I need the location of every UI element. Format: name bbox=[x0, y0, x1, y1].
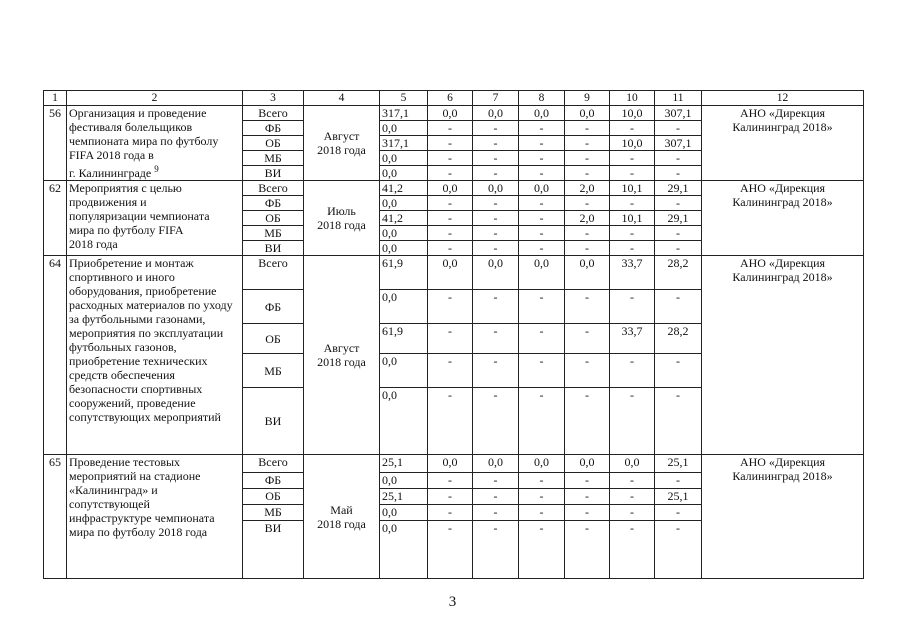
funding-source: Всего bbox=[243, 106, 304, 121]
description-line: Приобретение и монтаж bbox=[69, 256, 194, 270]
description-line: спортивного и иного bbox=[69, 270, 175, 284]
amount-cell: - bbox=[473, 241, 519, 256]
funding-source: ВИ bbox=[243, 388, 304, 455]
table-row bbox=[44, 106, 864, 121]
responsible-organization bbox=[702, 181, 864, 256]
amount-cell: 2,0 bbox=[565, 181, 610, 196]
funding-source: ФБ bbox=[243, 473, 304, 489]
description-line: «Калининград» и bbox=[69, 483, 158, 497]
amount-cell: - bbox=[610, 121, 655, 136]
execution-period bbox=[304, 455, 380, 579]
funding-source: ФБ bbox=[243, 121, 304, 136]
event-description bbox=[67, 106, 243, 181]
description-line bbox=[69, 162, 240, 180]
amount-cell: - bbox=[610, 151, 655, 166]
description-line: чемпионата мира по футболу bbox=[69, 134, 219, 148]
amount-cell: 307,1 bbox=[655, 106, 702, 121]
description-line: сооружений, проведение bbox=[69, 396, 196, 410]
amount-cell: - bbox=[519, 121, 565, 136]
column-number: 7 bbox=[473, 91, 519, 106]
amount-cell: 33,7 bbox=[610, 324, 655, 354]
funding-source: ОБ bbox=[243, 211, 304, 226]
description-line: средств обеспечения bbox=[69, 368, 175, 382]
amount-cell: 0,0 bbox=[519, 455, 565, 473]
amount-cell: - bbox=[565, 196, 610, 211]
amount-cell: - bbox=[473, 290, 519, 324]
amount-cell: - bbox=[473, 196, 519, 211]
amount-cell: - bbox=[565, 121, 610, 136]
amount-cell: - bbox=[610, 241, 655, 256]
amount-cell: 0,0 bbox=[519, 106, 565, 121]
description-line: безопасности спортивных bbox=[69, 382, 203, 396]
event-description bbox=[67, 181, 243, 256]
column-number: 5 bbox=[380, 91, 428, 106]
description-line: мира по футболу FIFA bbox=[69, 223, 184, 237]
event-description bbox=[67, 256, 243, 455]
amount-cell: 33,7 bbox=[610, 256, 655, 290]
organization-line: АНО «Дирекция bbox=[739, 455, 826, 469]
organization-line: Калининград 2018» bbox=[732, 195, 833, 209]
amount-cell: 0,0 bbox=[380, 473, 428, 489]
amount-cell: - bbox=[519, 521, 565, 579]
description-line: расходных материалов по уходу bbox=[69, 298, 233, 312]
amount-cell: - bbox=[565, 505, 610, 521]
amount-cell: - bbox=[428, 136, 473, 151]
table-row bbox=[44, 455, 864, 473]
funding-source: ФБ bbox=[243, 196, 304, 211]
amount-cell: 0,0 bbox=[519, 256, 565, 290]
amount-cell: - bbox=[655, 473, 702, 489]
column-number: 12 bbox=[702, 91, 864, 106]
amount-cell: - bbox=[610, 473, 655, 489]
table-row bbox=[44, 256, 864, 290]
funding-source: Всего bbox=[243, 455, 304, 473]
amount-cell: - bbox=[428, 324, 473, 354]
amount-cell: 61,9 bbox=[380, 324, 428, 354]
amount-cell: - bbox=[473, 151, 519, 166]
organization-line: Калининград 2018» bbox=[732, 469, 833, 483]
amount-cell: - bbox=[519, 166, 565, 181]
table-row bbox=[44, 181, 864, 196]
column-number: 3 bbox=[243, 91, 304, 106]
execution-period bbox=[304, 181, 380, 256]
amount-cell: - bbox=[519, 151, 565, 166]
period-line: Август bbox=[323, 129, 360, 143]
description-line-text: г. Калининграде bbox=[69, 166, 152, 180]
event-description bbox=[67, 455, 243, 579]
amount-cell: 0,0 bbox=[428, 106, 473, 121]
amount-cell: 0,0 bbox=[380, 388, 428, 455]
amount-cell: 28,2 bbox=[655, 324, 702, 354]
amount-cell: 61,9 bbox=[380, 256, 428, 290]
column-number: 2 bbox=[67, 91, 243, 106]
amount-cell: - bbox=[655, 121, 702, 136]
description-line: популяризации чемпионата bbox=[69, 209, 210, 223]
amount-cell: - bbox=[519, 489, 565, 505]
amount-cell: - bbox=[610, 354, 655, 388]
amount-cell: - bbox=[565, 151, 610, 166]
amount-cell: - bbox=[473, 226, 519, 241]
footnote-marker: 9 bbox=[154, 164, 159, 174]
amount-cell: - bbox=[655, 226, 702, 241]
description-line: оборудования, приобретение bbox=[69, 284, 217, 298]
column-number: 4 bbox=[304, 91, 380, 106]
amount-cell: - bbox=[473, 211, 519, 226]
amount-cell: 0,0 bbox=[380, 290, 428, 324]
amount-cell: - bbox=[655, 196, 702, 211]
description-line: мероприятия по эксплуатации bbox=[69, 326, 224, 340]
column-number: 6 bbox=[428, 91, 473, 106]
execution-period bbox=[304, 106, 380, 181]
period-line: Июль bbox=[327, 204, 356, 218]
funding-source: ОБ bbox=[243, 489, 304, 505]
amount-cell: - bbox=[610, 226, 655, 241]
amount-cell: - bbox=[428, 166, 473, 181]
funding-source: ВИ bbox=[243, 166, 304, 181]
description-line: Организация и проведение bbox=[69, 106, 207, 120]
description-line: Мероприятия с целью bbox=[69, 181, 182, 195]
amount-cell: - bbox=[655, 290, 702, 324]
amount-cell: - bbox=[565, 166, 610, 181]
organization-line: АНО «Дирекция bbox=[739, 181, 826, 195]
amount-cell: - bbox=[610, 388, 655, 455]
amount-cell: 10,1 bbox=[610, 211, 655, 226]
column-number: 10 bbox=[610, 91, 655, 106]
funding-source: ОБ bbox=[243, 324, 304, 354]
amount-cell: 0,0 bbox=[473, 181, 519, 196]
amount-cell: - bbox=[565, 388, 610, 455]
period-line: 2018 года bbox=[317, 143, 366, 157]
funding-source: Всего bbox=[243, 256, 304, 290]
amount-cell: - bbox=[428, 473, 473, 489]
amount-cell: 0,0 bbox=[519, 181, 565, 196]
description-line: инфраструктуре чемпионата bbox=[69, 511, 215, 525]
organization-line: АНО «Дирекция bbox=[739, 256, 826, 270]
period-line: 2018 года bbox=[317, 218, 366, 232]
column-number: 11 bbox=[655, 91, 702, 106]
description-line: 2018 года bbox=[69, 237, 118, 251]
amount-cell: - bbox=[519, 473, 565, 489]
amount-cell: 0,0 bbox=[380, 166, 428, 181]
amount-cell: - bbox=[428, 489, 473, 505]
amount-cell: 0,0 bbox=[473, 106, 519, 121]
amount-cell: - bbox=[473, 166, 519, 181]
amount-cell: - bbox=[428, 151, 473, 166]
amount-cell: - bbox=[519, 196, 565, 211]
column-number-row bbox=[44, 91, 864, 106]
funding-source: МБ bbox=[243, 151, 304, 166]
page-number: 3 bbox=[448, 594, 457, 610]
amount-cell: 29,1 bbox=[655, 181, 702, 196]
amount-cell: - bbox=[428, 196, 473, 211]
amount-cell: 41,2 bbox=[380, 211, 428, 226]
amount-cell: 0,0 bbox=[565, 256, 610, 290]
amount-cell: - bbox=[519, 354, 565, 388]
amount-cell: - bbox=[655, 505, 702, 521]
amount-cell: 10,0 bbox=[610, 106, 655, 121]
amount-cell: - bbox=[610, 505, 655, 521]
description-line: сопутствующей bbox=[69, 497, 150, 511]
amount-cell: 0,0 bbox=[473, 256, 519, 290]
amount-cell: - bbox=[428, 521, 473, 579]
amount-cell: - bbox=[655, 521, 702, 579]
amount-cell: - bbox=[565, 241, 610, 256]
amount-cell: - bbox=[519, 211, 565, 226]
amount-cell: - bbox=[519, 226, 565, 241]
period-line: 2018 года bbox=[317, 355, 366, 369]
amount-cell: 28,2 bbox=[655, 256, 702, 290]
amount-cell: - bbox=[519, 290, 565, 324]
amount-cell: - bbox=[473, 388, 519, 455]
amount-cell: 2,0 bbox=[565, 211, 610, 226]
funding-source: МБ bbox=[243, 505, 304, 521]
amount-cell: - bbox=[519, 505, 565, 521]
period-line: 2018 года bbox=[317, 516, 366, 531]
row-number: 56 bbox=[44, 106, 67, 181]
description-line: Проведение тестовых bbox=[69, 455, 181, 469]
amount-cell: 0,0 bbox=[428, 256, 473, 290]
amount-cell: - bbox=[610, 290, 655, 324]
amount-cell: - bbox=[565, 473, 610, 489]
amount-cell: - bbox=[428, 121, 473, 136]
row-number: 64 bbox=[44, 256, 67, 455]
amount-cell: - bbox=[428, 211, 473, 226]
amount-cell: 0,0 bbox=[428, 455, 473, 473]
amount-cell: - bbox=[519, 136, 565, 151]
row-number: 62 bbox=[44, 181, 67, 256]
amount-cell: 0,0 bbox=[380, 521, 428, 579]
description-line: продвижения и bbox=[69, 195, 147, 209]
funding-source: МБ bbox=[243, 226, 304, 241]
description-line: за футбольными газонами, bbox=[69, 312, 206, 326]
amount-cell: - bbox=[655, 241, 702, 256]
amount-cell: - bbox=[610, 489, 655, 505]
amount-cell: - bbox=[473, 121, 519, 136]
execution-period bbox=[304, 256, 380, 455]
organization-line: АНО «Дирекция bbox=[739, 106, 826, 120]
amount-cell: - bbox=[565, 290, 610, 324]
amount-cell: 41,2 bbox=[380, 181, 428, 196]
amount-cell: 0,0 bbox=[380, 151, 428, 166]
amount-cell: 0,0 bbox=[610, 455, 655, 473]
description-line: футбольных газонов, bbox=[69, 340, 177, 354]
amount-cell: 0,0 bbox=[428, 181, 473, 196]
amount-cell: 25,1 bbox=[380, 455, 428, 473]
amount-cell: 317,1 bbox=[380, 136, 428, 151]
amount-cell: 0,0 bbox=[380, 354, 428, 388]
responsible-organization bbox=[702, 256, 864, 455]
amount-cell: 25,1 bbox=[655, 489, 702, 505]
amount-cell: 25,1 bbox=[380, 489, 428, 505]
amount-cell: - bbox=[565, 354, 610, 388]
organization-line: Калининград 2018» bbox=[732, 270, 833, 284]
amount-cell: - bbox=[473, 505, 519, 521]
funding-source: МБ bbox=[243, 354, 304, 388]
amount-cell: - bbox=[473, 324, 519, 354]
amount-cell: 0,0 bbox=[380, 226, 428, 241]
amount-cell: - bbox=[655, 388, 702, 455]
column-number: 8 bbox=[519, 91, 565, 106]
amount-cell: 29,1 bbox=[655, 211, 702, 226]
amount-cell: - bbox=[565, 489, 610, 505]
program-table bbox=[43, 90, 864, 579]
amount-cell: - bbox=[519, 388, 565, 455]
amount-cell: 0,0 bbox=[380, 505, 428, 521]
amount-cell: 10,0 bbox=[610, 136, 655, 151]
amount-cell: - bbox=[610, 196, 655, 211]
amount-cell: - bbox=[565, 521, 610, 579]
amount-cell: - bbox=[473, 354, 519, 388]
amount-cell: - bbox=[473, 136, 519, 151]
organization-line: Калининград 2018» bbox=[732, 120, 833, 134]
amount-cell: 25,1 bbox=[655, 455, 702, 473]
amount-cell: - bbox=[428, 290, 473, 324]
amount-cell: - bbox=[428, 388, 473, 455]
amount-cell: - bbox=[655, 166, 702, 181]
amount-cell: 10,1 bbox=[610, 181, 655, 196]
description-line: фестиваля болельщиков bbox=[69, 120, 193, 134]
column-number: 1 bbox=[44, 91, 67, 106]
amount-cell: - bbox=[473, 521, 519, 579]
amount-cell: 0,0 bbox=[380, 241, 428, 256]
amount-cell: - bbox=[428, 505, 473, 521]
funding-source: ФБ bbox=[243, 290, 304, 324]
amount-cell: 0,0 bbox=[380, 121, 428, 136]
column-number: 9 bbox=[565, 91, 610, 106]
funding-source: Всего bbox=[243, 181, 304, 196]
amount-cell: - bbox=[565, 226, 610, 241]
responsible-organization bbox=[702, 455, 864, 579]
funding-source: ВИ bbox=[243, 241, 304, 256]
amount-cell: - bbox=[519, 324, 565, 354]
amount-cell: 0,0 bbox=[473, 455, 519, 473]
amount-cell: - bbox=[655, 354, 702, 388]
description-line: приобретение технических bbox=[69, 354, 208, 368]
amount-cell: - bbox=[610, 521, 655, 579]
period-line: Август bbox=[323, 341, 360, 355]
description-line: сопутствующих мероприятий bbox=[69, 410, 221, 424]
description-line: мероприятий на стадионе bbox=[69, 469, 201, 483]
amount-cell: 0,0 bbox=[565, 455, 610, 473]
funding-source: ОБ bbox=[243, 136, 304, 151]
amount-cell: - bbox=[519, 241, 565, 256]
amount-cell: - bbox=[473, 489, 519, 505]
amount-cell: 307,1 bbox=[655, 136, 702, 151]
row-number: 65 bbox=[44, 455, 67, 579]
amount-cell: - bbox=[428, 226, 473, 241]
amount-cell: - bbox=[473, 473, 519, 489]
responsible-organization bbox=[702, 106, 864, 181]
amount-cell: 0,0 bbox=[380, 196, 428, 211]
amount-cell: - bbox=[428, 241, 473, 256]
period-line: Май bbox=[330, 502, 353, 517]
amount-cell: - bbox=[565, 324, 610, 354]
amount-cell: - bbox=[655, 151, 702, 166]
amount-cell: - bbox=[428, 354, 473, 388]
funding-source: ВИ bbox=[243, 521, 304, 579]
amount-cell: 0,0 bbox=[565, 106, 610, 121]
description-line: FIFA 2018 года в bbox=[69, 148, 154, 162]
amount-cell: - bbox=[565, 136, 610, 151]
description-line: мира по футболу 2018 года bbox=[69, 525, 208, 539]
amount-cell: - bbox=[610, 166, 655, 181]
amount-cell: 317,1 bbox=[380, 106, 428, 121]
